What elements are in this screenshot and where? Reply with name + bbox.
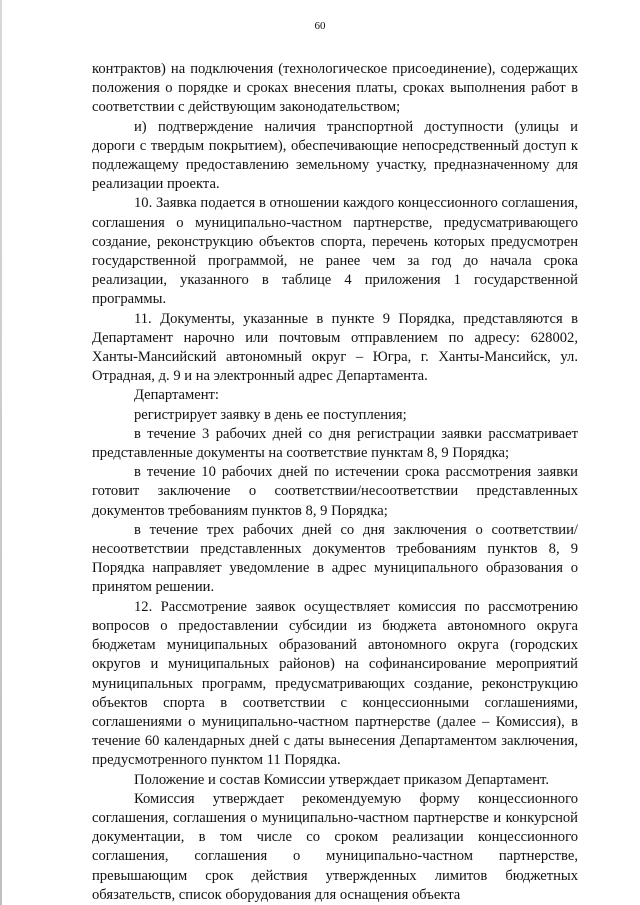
paragraph-department: Департамент: (134, 387, 219, 404)
paragraph-10-days: в течение 10 рабочих дней по истечении срока рассмотрения заявки готовит заключение о соответствии/несоответствии представленных документов требованиям пунктов 8, 9 Порядка; (92, 464, 578, 519)
paragraph-continuation: контрактов) на подключения (технологическое присоединение), содержащих положения о порядке и сроках внесения платы, сроках выполнения работ в соответствии с действующим законодательством; (92, 61, 578, 116)
paragraph-commission-regulation: Положение и состав Комиссии утверждает приказом Департамент. (134, 771, 549, 788)
paragraph-11: 11. Документы, указанные в пункте 9 Порядка, представляются в Департамент нарочно или почтовым отправлением по адресу: 628002, Ханты-Мансийский автономный округ – Югра, г. Ханты-Мансийск, ул. Отрадная, д. 9 и на электронный адрес Департамента. (92, 310, 578, 385)
paragraph-commission-approves: Комиссия утверждает рекомендуемую форму концессионного соглашения, соглашения о муниципально-частном партнерстве и конкурсной документации, в том числе со сроком реализации концессионного соглашения, соглашения о муниципально-частном партнерстве, превышающим срок действия утвержденных лимитов бюджетных обязательств, список оборудования для оснащения объекта (92, 790, 578, 903)
paragraph-item-i: и) подтверждение наличия транспортной доступности (улицы и дороги с твердым покрытием), обеспечивающие непосредственный доступ к подлежащему предоставлению земельному участку, предназначенному для реализации проекта. (92, 118, 578, 193)
document-body (92, 60, 578, 905)
paragraph-registers: регистрирует заявку в день ее поступления; (134, 406, 407, 423)
paragraph-3-days-notice: в течение трех рабочих дней со дня заключения о соответствии/несоответствии представленных документов требованиям пунктов 8, 9 Порядка направляет уведомление в адрес муниципального образования о принятом решении. (92, 521, 578, 596)
paragraph-10: 10. Заявка подается в отношении каждого концессионного соглашения, соглашения о муниципально-частном партнерстве, предусматривающего создание, реконструкцию объектов спорта, перечень которых предусмотрен государственной программой, не ранее чем за год до начала срока реализации, указанного в таблице 4 приложения 1 государственной программы. (92, 195, 578, 308)
paragraph-12: 12. Рассмотрение заявок осуществляет комиссия по рассмотрению вопросов о предоставлении субсидии из бюджета автономного округа бюджетам муниципальных образований автономного округа (городских округов и муниципальных районов) на софинансирование мероприятий муниципальных программ, предусматривающих создание, реконструкцию объектов спорта в соответствии с концессионными соглашениями, соглашениями о муниципально-частном партнерстве (далее – Комиссия), в течение 60 календарных дней с даты вынесения Департаментом заключения, предусмотренного пунктом 11 Порядка. (92, 598, 578, 769)
scan-edge (0, 0, 2, 905)
page-number: 60 (314, 20, 326, 32)
paragraph-3-days: в течение 3 рабочих дней со дня регистрации заявки рассматривает представленные документы на соответствие пунктам 8, 9 Порядка; (92, 425, 578, 462)
